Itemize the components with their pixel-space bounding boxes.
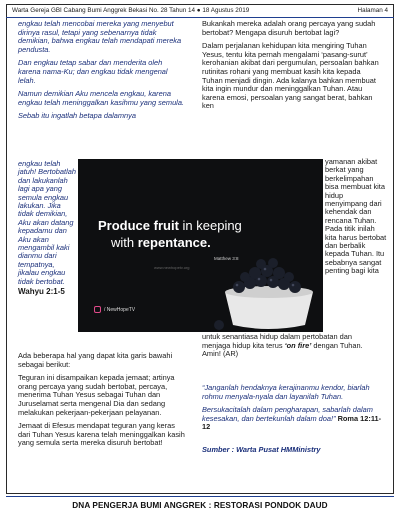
hero-headline-pre: with	[111, 235, 138, 250]
closing-quote-2: Bersukacitalah dalam pengharapan, sabarlah dalam kesesakan, dan bertekunlah dalam doa!”	[202, 405, 373, 423]
publication-info: Warta Gereja GBI Cabang Bumi Anggrek Bekasi No. 28 Tahun 14 ● 18 Agustus 2019	[12, 7, 250, 14]
scripture-paragraph-1: engkau telah mencobai mereka yang menyebut dirinya rasul, tetapi yang sebenarnya tidak demikian, bahwa engkau telah mendapati mereka pendusta.	[18, 19, 182, 54]
reflection-ending-text: untuk senantiasa hidup dalam pertobatan dan menjaga hidup kita terus	[202, 332, 352, 350]
page-number: Halaman 4	[357, 7, 388, 14]
reflection-ending-amen: dengan Tuhan. Amin! (AR)	[202, 340, 363, 359]
hero-handle: / NewHopeTV	[104, 306, 136, 313]
scripture-paragraph-3: Namun demikian Aku mencela engkau, karena engkau telah meninggalkan kasihmu yang semula.	[18, 89, 184, 107]
hero-headline-strong: Produce fruit	[98, 218, 179, 233]
hero-verse-reference: Matthew 3:8	[214, 256, 239, 261]
loose-berry	[214, 320, 224, 330]
source-credit: Sumber : Warta Pusat HMMinistry	[202, 444, 321, 454]
point-2: Jemaat di Efesus mendapat teguran yang keras dari Tuhan Yesus karena telah meninggalkan kasih yang semula serta mereka disuruh bertobat!	[18, 421, 185, 448]
hero-headline-emphasis: repentance.	[137, 235, 211, 250]
hero-image	[78, 159, 323, 332]
left-column-bottom	[18, 352, 186, 453]
question-paragraph: Bukankah mereka adalah orang percaya yang sudah bertobat? Mengapa disuruh bertobat lagi?	[202, 19, 376, 37]
right-column-bottom	[202, 384, 382, 460]
scripture-paragraph-4-intro: Sebab itu ingatlah betapa dalamnya	[18, 111, 136, 121]
scripture-paragraph-4-wrap: engkau telah jatuh! Bertobatlah dan lakukanlah lagi apa yang semula engkau lakukan. Jika tidak demikian, Aku akan datang kepadamu dan Aku akan mengambil kaki dianmu dari tempatnya, jikalau engkau tidak bertobat.	[18, 159, 76, 286]
scripture-paragraph-2: Dan engkau tetap sabar dan menderita oleh karena nama-Ku; dan engkau tidak mengenal lelah.	[18, 58, 168, 85]
reflection-paragraph: Dalam perjalanan kehidupan kita mengiring Tuhan Yesus, tentu kita pernah mengalami ‘pasang-surut’ kerohanian akibat dari pergumulan, persoalan bahkan rutinitas rohani yang membuat kasih kita kepada Tuhan menjadi dingin. Ada kalanya bahkan membuat kita ingin mundur dan meninggalkan Tuhan. Atau karena emosi, persoalan yang sangat berat, bahkan ken	[202, 41, 379, 111]
instagram-icon	[94, 306, 101, 313]
left-wrap-column	[18, 160, 76, 297]
closing-quote-reference: Roma 12:11-12	[202, 413, 382, 432]
points-intro: Ada beberapa hal yang dapat kita garis bawahi sebagai berikut:	[18, 351, 173, 369]
closing-quote-2-block	[202, 406, 382, 432]
hero-headline-line1	[98, 218, 242, 233]
page-footer: DNA PENGERJA BUMI ANGGREK : RESTORASI PONDOK DAUD	[72, 501, 328, 510]
hero-website: www.newhopetv.org	[154, 265, 190, 270]
closing-quote-1: “Janganlah hendaknya kerajinanmu kendor, biarlah rohmu menyala-nyala dan layanilah Tuhan.	[202, 383, 370, 401]
right-wrap-column	[325, 158, 387, 276]
on-fire-emphasis: ‘on fire’	[284, 340, 312, 350]
hero-headline-line2	[111, 235, 211, 250]
hero-headline-rest: in keeping	[178, 218, 242, 233]
verse-reference: Wahyu 2:1-5	[18, 287, 65, 297]
berry-bowl-illustration	[213, 237, 323, 332]
reflection-paragraph-wrap: yamanan akibat berkat yang berkelimpahan bisa membuat kita hidup menyimpang dari kehendak dan rencana Tuhan. Pada titik inilah kita harus bertobat dan berbalik kepada Tuhan. Itu sebabnya sangat penting bagi kita	[325, 157, 387, 276]
reflection-ending	[202, 333, 382, 359]
hero-social-tag	[94, 306, 135, 313]
page-header	[6, 4, 394, 18]
right-column-top	[202, 20, 382, 116]
left-column-top	[18, 20, 186, 126]
point-1: Teguran ini disampaikan kepada jemaat; artinya orang percaya yang sudah bertobat, percaya, menerima Tuhan Yesus sebagai Tuhan dan Juruselamat serta mengenal Dia dan sedang melakukan pekerjaan-pekerjaan pelayanan.	[18, 373, 175, 417]
